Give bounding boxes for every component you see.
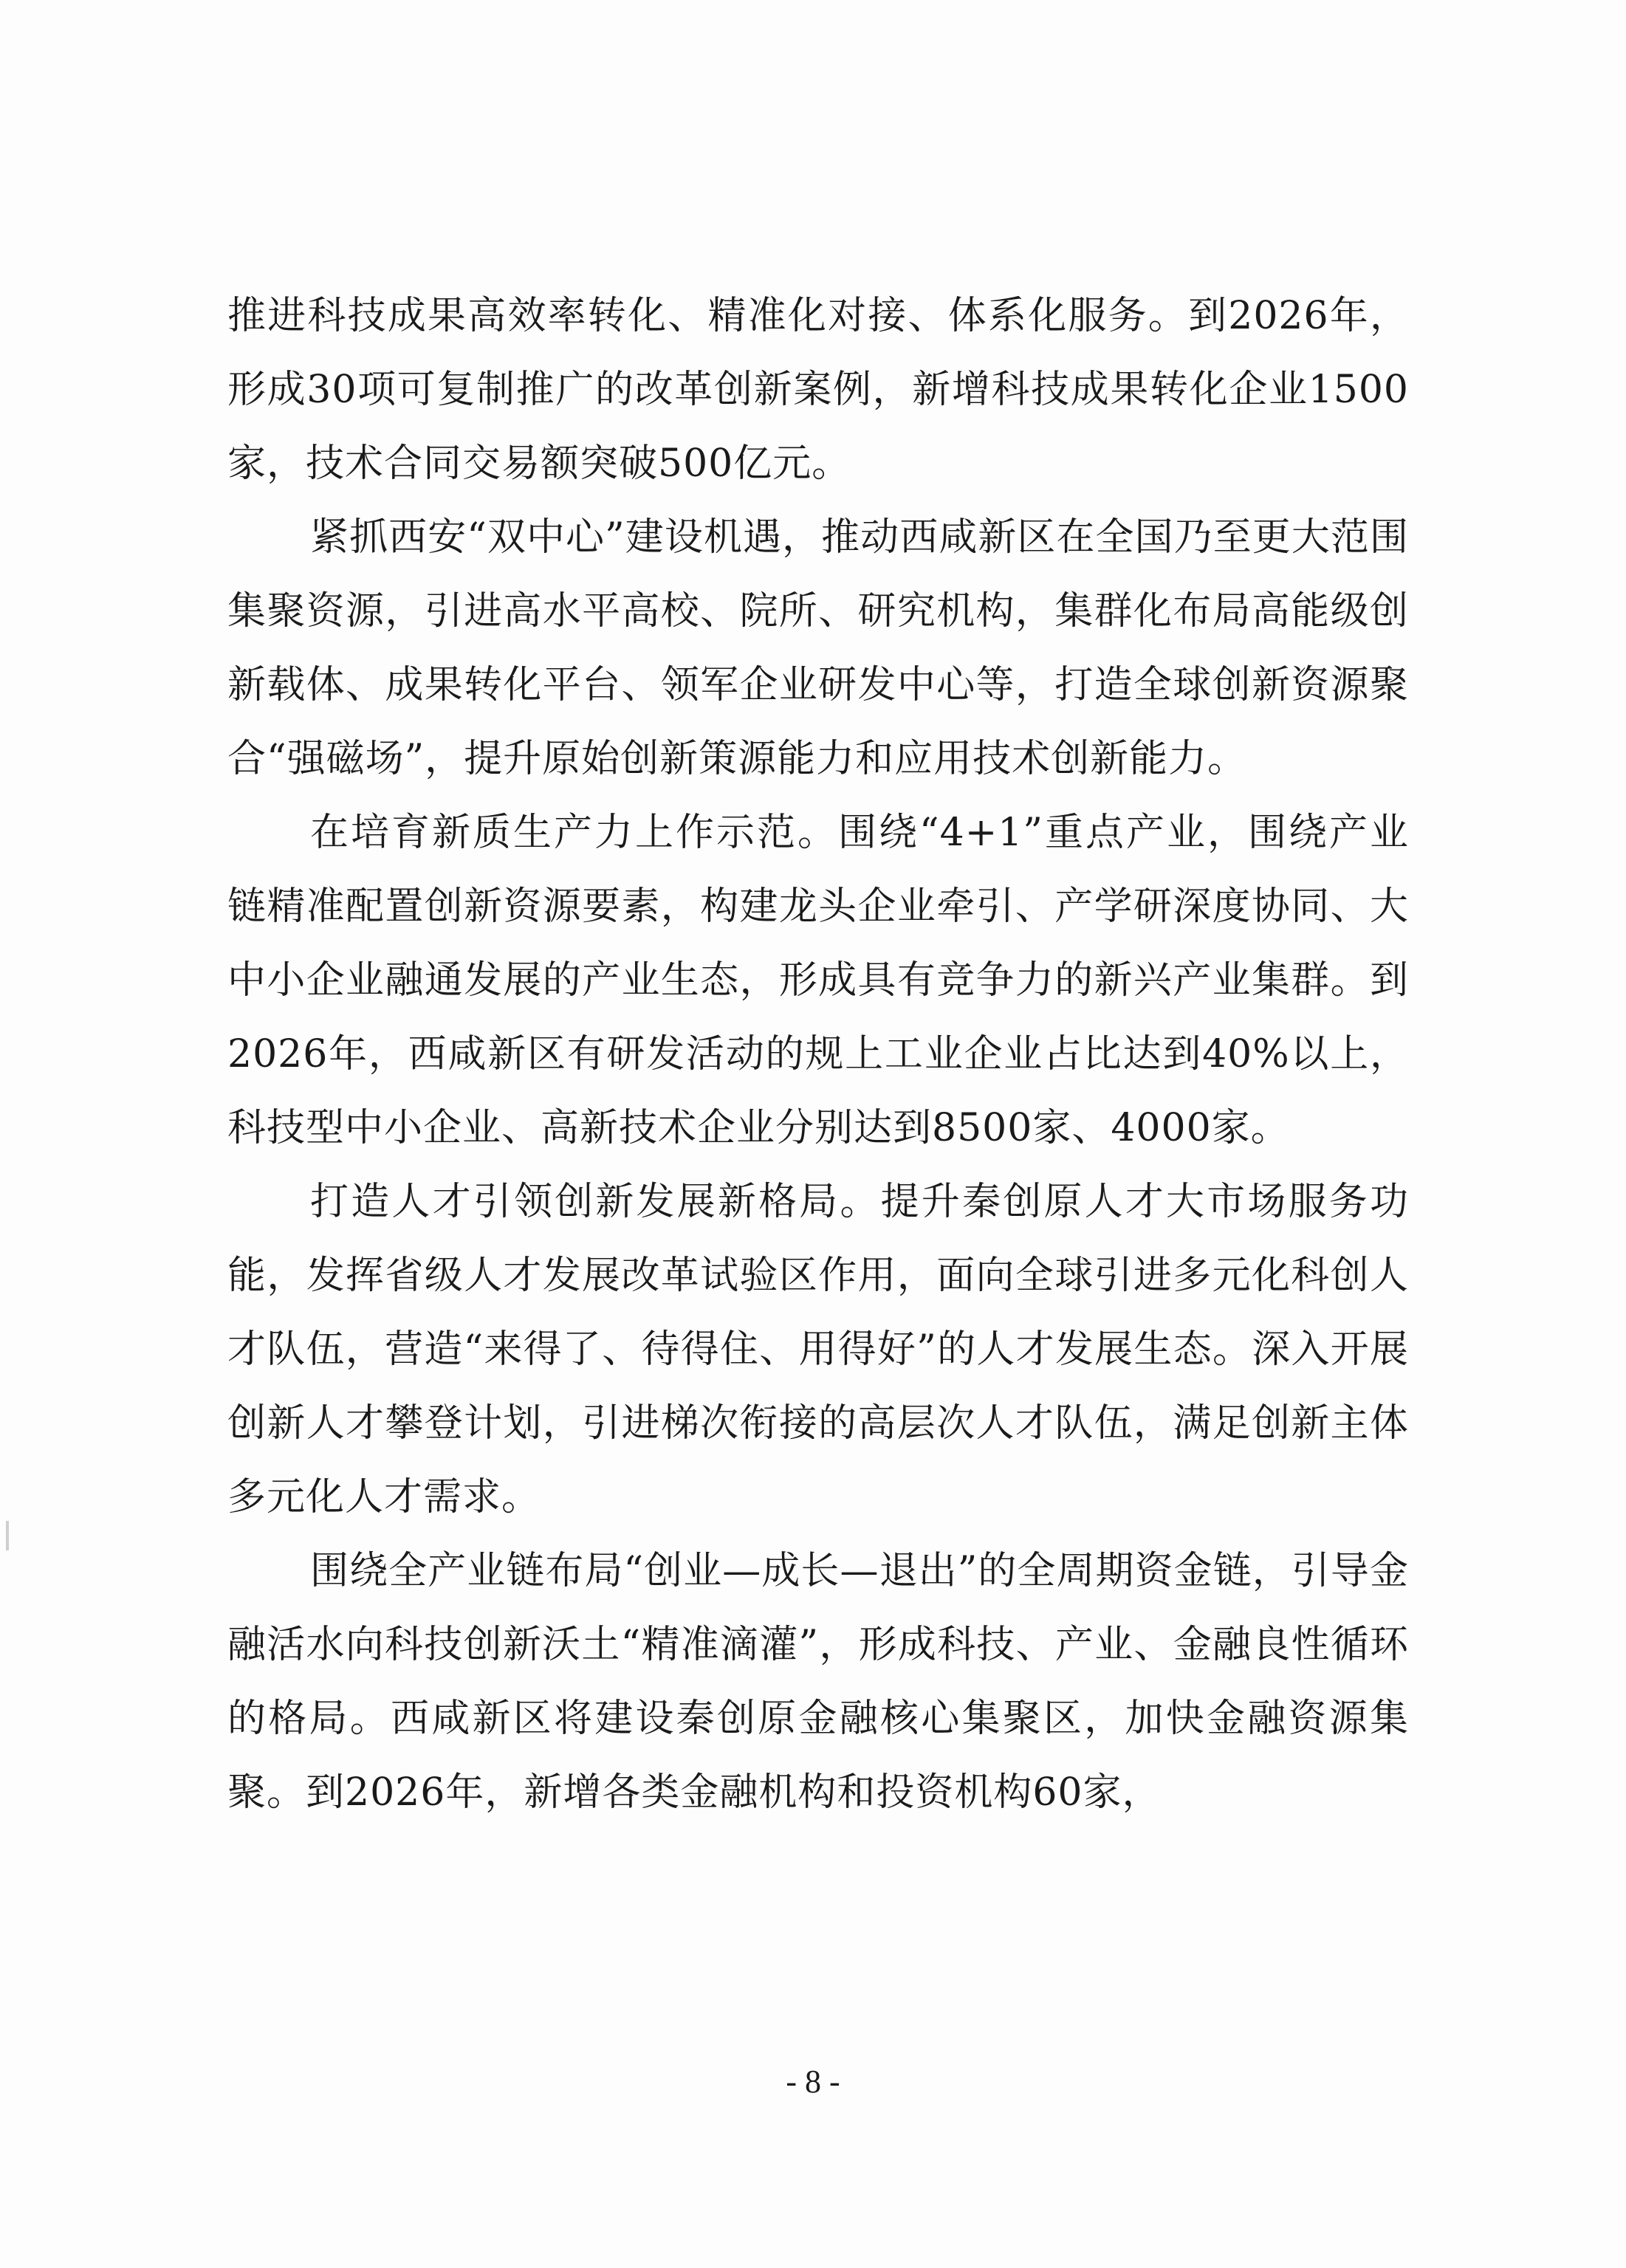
- paragraph-4: 打造人才引领创新发展新格局。提升秦创原人才大市场服务功能，发挥省级人才发展改革试验区作用，面向全球引进多元化科创人才队伍，营造“来得了、待得住、用得好”的人才发展生态。深入开展创新人才攀登计划，引进梯次衔接的高层次人才队伍，满足创新主体多元化人才需求。: [227, 1180, 1409, 1519]
- paragraph-3: 在培育新质生产力上作示范。围绕“4+1”重点产业，围绕产业链精准配置创新资源要素，构建龙头企业牵引、产学研深度协同、大中小企业融通发展的产业生态，形成具有竞争力的新兴产业集群。到2026年，西咸新区有研发活动的规上工业企业占比达到40%以上，科技型中小企业、高新技术企业分别达到8500家、4000家。: [227, 811, 1409, 1150]
- paragraph-1: 推进科技成果高效率转化、精准化对接、体系化服务。到2026年，形成30项可复制推广的改革创新案例，新增科技成果转化企业1500家，技术合同交易额突破500亿元。: [227, 294, 1409, 486]
- page-number: - 8 -: [786, 2063, 840, 2100]
- paragraph-5: 围绕全产业链布局“创业—成长—退出”的全周期资金链，引导金融活水向科技创新沃土“精准滴灌”，形成科技、产业、金融良性循环的格局。西咸新区将建设秦创原金融核心集聚区，加快金融资源集聚。到2026年，新增各类金融机构和投资机构60家，: [227, 1549, 1409, 1815]
- paragraph-2: 紧抓西安“双中心”建设机遇，推动西咸新区在全国乃至更大范围集聚资源，引进高水平高校、院所、研究机构，集群化布局高能级创新载体、成果转化平台、领军企业研发中心等，打造全球创新资源聚合“强磁场”，提升原始创新策源能力和应用技术创新能力。: [227, 515, 1409, 781]
- scan-edge-mark: [6, 1521, 9, 1550]
- body-text: [227, 279, 1409, 1829]
